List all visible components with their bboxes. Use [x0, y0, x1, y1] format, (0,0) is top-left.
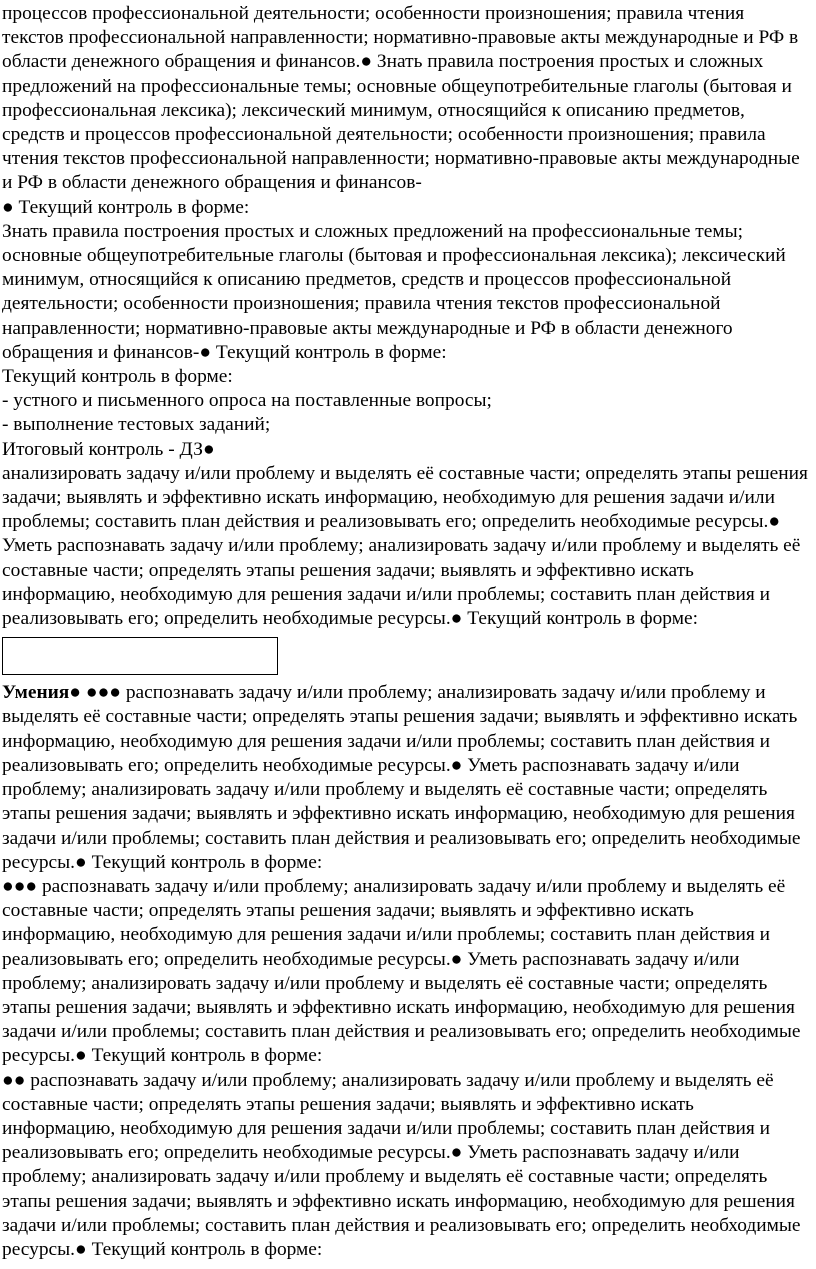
skills-2-bullets: ●●● [2, 875, 38, 897]
empty-table-cell [2, 637, 278, 675]
skills-bullets: ● ●●● [69, 682, 121, 704]
skills-2-text: распознавать задачу и/или проблему; анализировать задачу и/или проблему и выделять её составные части; определять этапы решения задачи; выявлять и эффективно искать информацию, необходимую для решения задачи и/или проблемы; составить план действия и реализовывать его; определить необходимые ресурсы.● Уметь распознавать задачу и/или проблему; анализировать задачу и/или проблему и выделять её составные части; определять этапы решения задачи; выявлять и эффективно искать информацию, необходимую для решения задачи и/или проблемы; составить план действия и реализовывать его; определить необходимые ресурсы.● Текущий контроль в форме: [2, 875, 801, 1067]
list-item-oral-written: - устного и письменного опроса на поставленные вопросы; [2, 390, 492, 412]
paragraph-skills [2, 681, 810, 875]
skills-label: Умения [2, 682, 70, 704]
paragraph-final-control: Итоговый контроль - ДЗ● [2, 438, 215, 460]
skills-3-bullets: ●● [2, 1069, 26, 1091]
paragraph-knowledge: Знать правила построения простых и сложных предложений на профессиональные темы; основные общеупотребительные глаголы (бытовая и профессиональная лексика); лексический минимум, относящийся к описанию предметов, средств и процессов профессиональной деятельности; особенности произношения; правила чтения текстов профессиональной направленности; нормативно-правовые акты международные и РФ в области денежного обращения и финансов-● Текущий контроль в форме: [2, 220, 786, 363]
list-item-tests: - выполнение тестовых заданий; [2, 414, 271, 436]
paragraph-current-control-heading: Текущий контроль в форме: [2, 366, 233, 388]
paragraph-skills-2 [2, 875, 810, 1069]
skills-text: распознавать задачу и/или проблему; анализировать задачу и/или проблему и выделять её составные части; определять этапы решения задачи; выявлять и эффективно искать информацию, необходимую для решения задачи и/или проблемы; составить план действия и реализовывать его; определить необходимые ресурсы.● Уметь распознавать задачу и/или проблему; анализировать задачу и/или проблему и выделять её составные части; определять этапы решения задачи; выявлять и эффективно искать информацию, необходимую для решения задачи и/или проблемы; составить план действия и реализовывать его; определить необходимые ресурсы.● Текущий контроль в форме: [2, 682, 801, 873]
skills-3-text: распознавать задачу и/или проблему; анализировать задачу и/или проблему и выделять её составные части; определять этапы решения задачи; выявлять и эффективно искать информацию, необходимую для решения задачи и/или проблемы; составить план действия и реализовывать его; определить необходимые ресурсы.● Уметь распознавать задачу и/или проблему; анализировать задачу и/или проблему и выделять её составные части; определять этапы решения задачи; выявлять и эффективно искать информацию, необходимую для решения задачи и/или проблемы; составить план действия и реализовывать его; определить необходимые ресурсы.● Текущий контроль в форме: [2, 1069, 801, 1260]
paragraph-skills-3 [2, 1069, 810, 1263]
paragraph-knowledge-continuation: процессов профессиональной деятельности; особенности произношения; правила чтения текстов профессиональной направленности; нормативно-правовые акты международные и РФ в области денежного обращения и финансов.● Знать правила построения простых и сложных предложений на профессиональные темы; основные общеупотребительные глаголы (бытовая и профессиональная лексика); лексический минимум, относящийся к описанию предметов, средств и процессов профессиональной деятельности; особенности произношения; правила чтения текстов профессиональной направленности; нормативно-правовые акты международные и РФ в области денежного обращения и финансов- [2, 3, 800, 194]
paragraph-current-control-1: ● Текущий контроль в форме: [2, 196, 250, 218]
paragraph-analyze-task: анализировать задачу и/или проблему и выделять её составные части; определять этапы решения задачи; выявлять и эффективно искать информацию, необходимую для решения задачи и/или проблемы; составить план действия и реализовывать его; определить необходимые ресурсы.● Уметь распознавать задачу и/или проблему; анализировать задачу и/или проблему и выделять её составные части; определять этапы решения задачи; выявлять и эффективно искать информацию, необходимую для решения задачи и/или проблемы; составить план действия и реализовывать его; определить необходимые ресурсы.● Текущий контроль в форме: [2, 462, 808, 630]
